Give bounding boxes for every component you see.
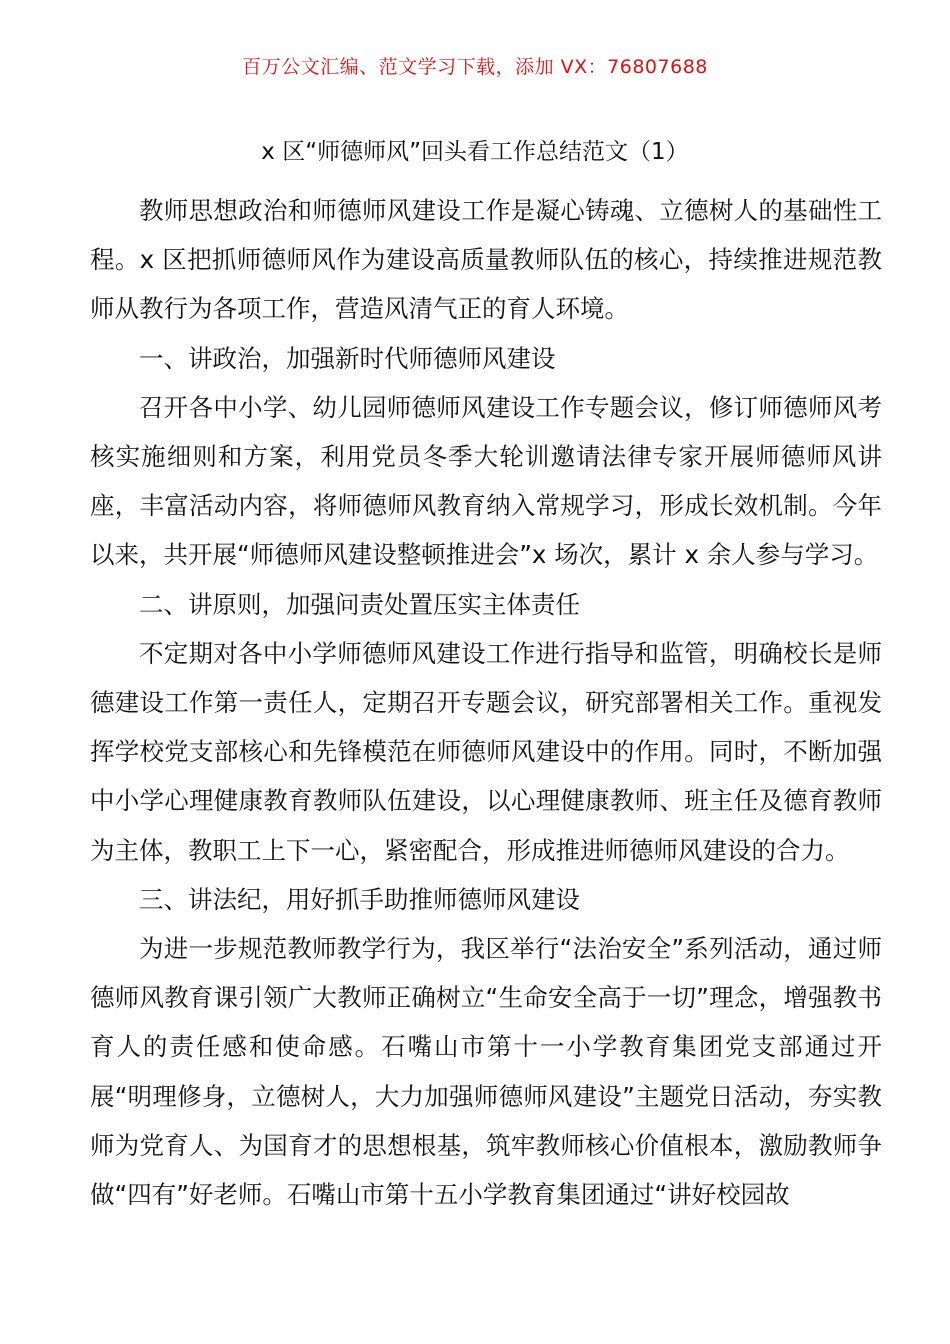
section-paragraph-2: 不定期对各中小学师德师风建设工作进行指导和监管，明确校长是师德建设工作第一责任人，定期召开专题会议，研究部署相关工作。重视发挥学校党支部核心和先锋模范在师德师风建设中的作用。同时，不断加强中小学心理健康教育教师队伍建设，以心理健康教师、班主任及德育教师为主体，教职工上下一心，紧密配合，形成推进师德师风建设的合力。 xyxy=(90,638,882,865)
section-heading-1: 一、讲政治，加强新时代师德师风建设 xyxy=(139,343,556,373)
promo-header: 百万公文汇编、范文学习下载，添加 VX：76807688 xyxy=(242,56,708,78)
section-paragraph-1: 召开各中小学、幼儿园师德师风建设工作专题会议，修订师德师风考核实施细则和方案，利用党员冬季大轮训邀请法律专家开展师德师风讲座，丰富活动内容，将师德师风教育纳入常规学习，形成长效机制。今年以来，共开展“师德师风建设整顿推进会”x 场次，累计 x 余人参与学习。 xyxy=(90,392,882,570)
section-paragraph-3: 为进一步规范教师教学行为，我区举行“法治安全”系列活动，通过师德师风教育课引领广大教师正确树立“生命安全高于一切”理念，增强教书育人的责任感和使命感。石嘴山市第十一小学教育集团党支部通过开展“明理修身，立德树人，大力加强师德师风建设”主题党日活动，夯实教师为党育人、为国育才的思想根基，筑牢教师核心价值根本，激励教师争做“四有”好老师。石嘴山市第十五小学教育集团通过“讲好校园故 xyxy=(90,934,882,1210)
document-body xyxy=(90,186,882,1219)
intro-paragraph: 教师思想政治和师德师风建设工作是凝心铸魂、立德树人的基础性工程。x 区把抓师德师风作为建设高质量教师队伍的核心，持续推进规范教师从教行为各项工作，营造风清气正的育人环境。 xyxy=(90,196,882,324)
document-title: x 区“师德师风”回头看工作总结范文（1） xyxy=(261,139,689,165)
section-heading-2: 二、讲原则，加强问责处置压实主体责任 xyxy=(139,589,580,619)
section-heading-3: 三、讲法纪，用好抓手助推师德师风建设 xyxy=(139,884,580,914)
